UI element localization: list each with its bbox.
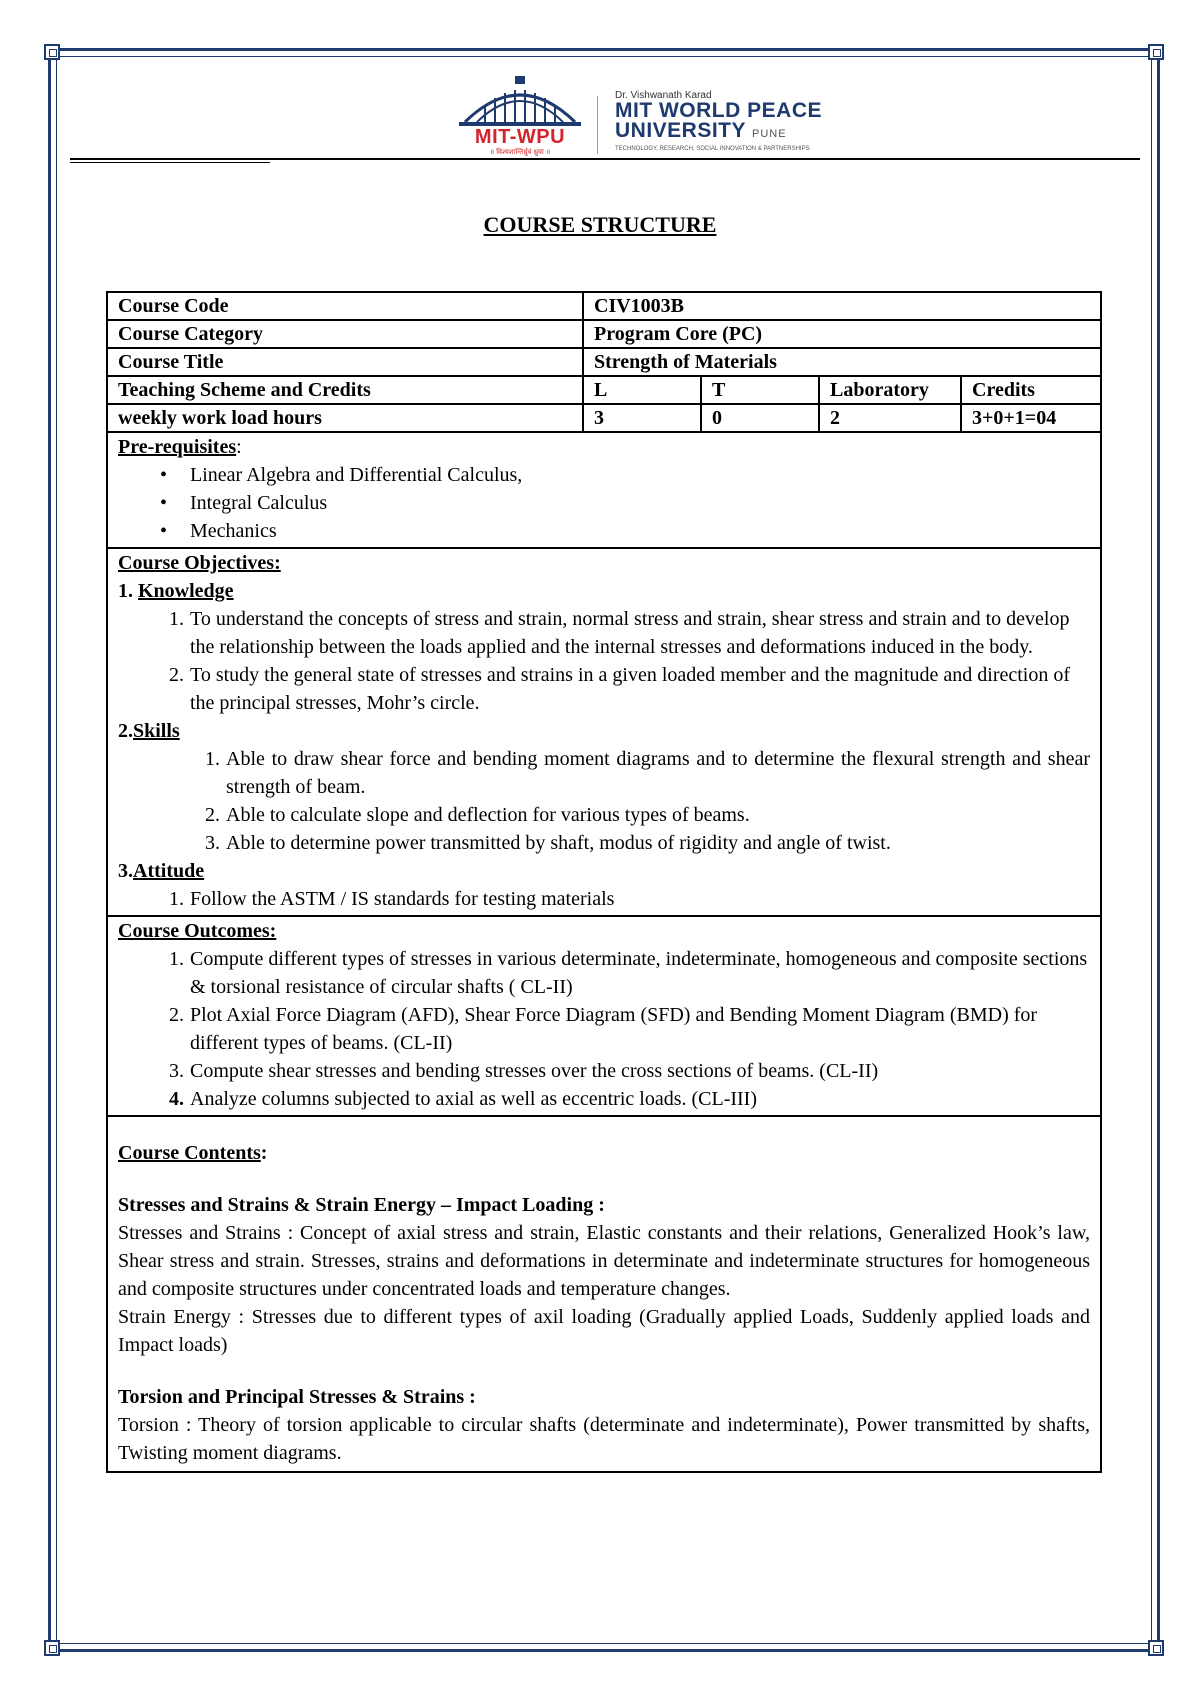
outcomes-section bbox=[106, 915, 1102, 1115]
logo-motto: ॥ विश्वशान्तिर्ध्रुवं ध्रुवा ॥ bbox=[489, 148, 551, 156]
value-tutorial: 0 bbox=[702, 405, 820, 431]
outcome-text: Analyze columns subjected to axial as well as eccentric loads. (CL-III) bbox=[190, 1088, 758, 1110]
header-rule bbox=[70, 158, 1140, 160]
skills-list bbox=[118, 745, 1090, 857]
teaching-scheme-label: Teaching Scheme and Credits bbox=[108, 377, 584, 403]
table-row bbox=[106, 403, 1102, 431]
objective-text: Follow the ASTM / IS standards for testing materials bbox=[190, 888, 615, 910]
university-name bbox=[615, 90, 885, 152]
course-title-value: Strength of Materials bbox=[594, 351, 777, 373]
list-item: • Linear Algebra and Differential Calculus, bbox=[166, 461, 1090, 489]
prerequisites-list bbox=[118, 461, 1090, 545]
logo-divider bbox=[597, 96, 598, 154]
skills-number: 2. bbox=[118, 720, 133, 742]
prerequisites-section: Pre-requisites: • Linear Algebra and Differential Calculus, • Integral Calculus • Mechanics bbox=[106, 431, 1102, 547]
objective-text: Able to calculate slope and deflection for various types of beams. bbox=[226, 804, 750, 826]
list-item: 1. Able to draw shear force and bending moment diagrams and to determine the flexural strength and shear strength of beam. bbox=[118, 745, 1090, 801]
course-category-value: Program Core (PC) bbox=[594, 323, 763, 345]
header-laboratory: Laboratory bbox=[820, 377, 962, 403]
mit-wpu-emblem bbox=[455, 74, 585, 160]
knowledge-heading: Knowledge bbox=[138, 580, 234, 602]
course-structure-table bbox=[106, 291, 1102, 1473]
course-code-value: CIV1003B bbox=[594, 295, 685, 317]
logo-wordmark: MIT-WPU bbox=[474, 126, 566, 148]
objectives-heading: Course Objectives: bbox=[118, 552, 281, 574]
list-item: 1. Compute different types of stresses in various determinate, indeterminate, homogeneous and composite sections & torsional resistance of circular shafts ( CL-II) bbox=[118, 945, 1090, 1001]
skills-heading: Skills bbox=[133, 720, 180, 742]
objective-text: Able to draw shear force and bending moment diagrams and to determine the flexural strength and shear strength of beam. bbox=[226, 748, 1090, 798]
table-row bbox=[106, 319, 1102, 347]
table-row bbox=[106, 375, 1102, 403]
outcome-text: Compute different types of stresses in various determinate, indeterminate, homogeneous and composite sections & torsional resistance of circular shafts ( CL-II) bbox=[190, 948, 1088, 998]
unit-paragraph: Stresses and Strains : Concept of axial stress and strain, Elastic constants and their relations, Generalized Hook’s law, Shear stress and strain. Stresses, strains and deformations in determinate and indeterminate structures for homogeneous and composite structures under concentrated loads and temperature changes. bbox=[118, 1222, 1090, 1300]
table-row bbox=[106, 291, 1102, 319]
course-code-label: Course Code bbox=[108, 293, 584, 319]
list-item: 3. Able to determine power transmitted by shaft, modus of rigidity and angle of twist. bbox=[118, 829, 1090, 857]
outcomes-list bbox=[118, 945, 1090, 1113]
value-laboratory: 2 bbox=[820, 405, 962, 431]
unit-paragraph: Strain Energy : Stresses due to different types of axil loading (Gradually applied Loads, Suddenly applied loads and Impact loads) bbox=[118, 1306, 1090, 1356]
list-item: 2. To study the general state of stresses and strains in a given loaded member and the magnitude and direction of the principal stresses, Mohr’s circle. bbox=[118, 661, 1090, 717]
list-item: 2. Plot Axial Force Diagram (AFD), Shear Force Diagram (SFD) and Bending Moment Diagram (BMD) for different types of beams. (CL-II) bbox=[118, 1001, 1090, 1057]
list-item: 1. Follow the ASTM / IS standards for testing materials bbox=[118, 885, 1090, 913]
university-city: PUNE bbox=[752, 128, 787, 140]
attitude-heading: Attitude bbox=[133, 860, 205, 882]
knowledge-number: 1. bbox=[118, 580, 138, 602]
outcome-text: Compute shear stresses and bending stresses over the cross sections of beams. (CL-II) bbox=[190, 1060, 879, 1082]
unit-paragraph: Torsion : Theory of torsion applicable to circular shafts (determinate and indeterminate), Power transmitted by shafts, Twisting moment diagrams. bbox=[118, 1414, 1090, 1464]
value-credits: 3+0+1=04 bbox=[972, 407, 1057, 429]
contents-heading: Course Contents bbox=[118, 1142, 261, 1164]
table-row bbox=[106, 347, 1102, 375]
university-logo bbox=[455, 74, 875, 160]
corner-ornament bbox=[44, 1640, 60, 1656]
attitude-number: 3. bbox=[118, 860, 133, 882]
outcome-text: Plot Axial Force Diagram (AFD), Shear Force Diagram (SFD) and Bending Moment Diagram (BMD) for different types of beams. (CL-II) bbox=[190, 1004, 1038, 1054]
objective-text: To study the general state of stresses and strains in a given loaded member and the magnitude and direction of the principal stresses, Mohr’s circle. bbox=[190, 664, 1071, 714]
university-name-line1: MIT WORLD PEACE bbox=[615, 99, 822, 122]
header-lecture: L bbox=[584, 377, 702, 403]
value-lecture: 3 bbox=[584, 405, 702, 431]
page-title: COURSE STRUCTURE bbox=[483, 212, 717, 237]
list-item: 2. Able to calculate slope and deflection for various types of beams. bbox=[118, 801, 1090, 829]
outcomes-heading: Course Outcomes: bbox=[118, 920, 277, 942]
list-item: • Mechanics bbox=[166, 517, 1090, 545]
header-rule-accent bbox=[70, 162, 270, 163]
prerequisites-heading: Pre-requisites bbox=[118, 436, 237, 458]
corner-ornament bbox=[44, 44, 60, 60]
unit-title: Stresses and Strains & Strain Energy – Impact Loading : bbox=[118, 1194, 605, 1216]
corner-ornament bbox=[1148, 44, 1164, 60]
objective-text: Able to determine power transmitted by shaft, modus of rigidity and angle of twist. bbox=[226, 832, 891, 854]
header-tutorial: T bbox=[702, 377, 820, 403]
list-item: 4. Analyze columns subjected to axial as well as eccentric loads. (CL-III) bbox=[118, 1085, 1090, 1113]
list-item: 1. To understand the concepts of stress and strain, normal stress and strain, shear stress and strain and to develop the relationship between the loads applied and the internal stresses and deformations induced in the body. bbox=[118, 605, 1090, 661]
university-name-line2: UNIVERSITY bbox=[615, 119, 746, 142]
unit-title: Torsion and Principal Stresses & Strains : bbox=[118, 1386, 476, 1408]
course-title-label: Course Title bbox=[108, 349, 584, 375]
corner-ornament bbox=[1148, 1640, 1164, 1656]
objectives-section bbox=[106, 547, 1102, 915]
contents-section: Course Contents: Stresses and Strains & Strain Energy – Impact Loading : Stresses and Strains : Concept of axial stress and strain, Elastic constants and their relations, Generalized Hook’s law, Shear stress and strain. Stresses, strains and deformations in determinate and indeterminate structures for homogeneous and composite structures under concentrated loads and temperature changes. Strain Energy : Stresses due to different types of axil loading (Gradually applied Loads, Suddenly applied loads and Impact loads) Torsion and Principal Stresses & Strains : Torsion : Theory of torsion applicable to circular shafts (determinate and indeterminate), Power transmitted by shafts, Twisting moment diagrams. bbox=[106, 1115, 1102, 1473]
knowledge-list bbox=[118, 605, 1090, 717]
attitude-list bbox=[118, 885, 1090, 913]
list-item: 3. Compute shear stresses and bending stresses over the cross sections of beams. (CL-II) bbox=[118, 1057, 1090, 1085]
university-tagline: TECHNOLOGY, RESEARCH, SOCIAL INNOVATION & PARTNERSHIPS bbox=[615, 146, 810, 152]
weekly-load-label: weekly work load hours bbox=[108, 405, 584, 431]
list-item: • Integral Calculus bbox=[166, 489, 1090, 517]
dome-icon bbox=[455, 74, 585, 128]
course-category-label: Course Category bbox=[108, 321, 584, 347]
header-credits: Credits bbox=[972, 379, 1035, 401]
objective-text: To understand the concepts of stress and strain, normal stress and strain, shear stress and strain and to develop the relationship between the loads applied and the internal stresses and deformations induced in the body. bbox=[190, 608, 1070, 658]
founder-name: Dr. Vishwanath Karad bbox=[615, 90, 712, 101]
